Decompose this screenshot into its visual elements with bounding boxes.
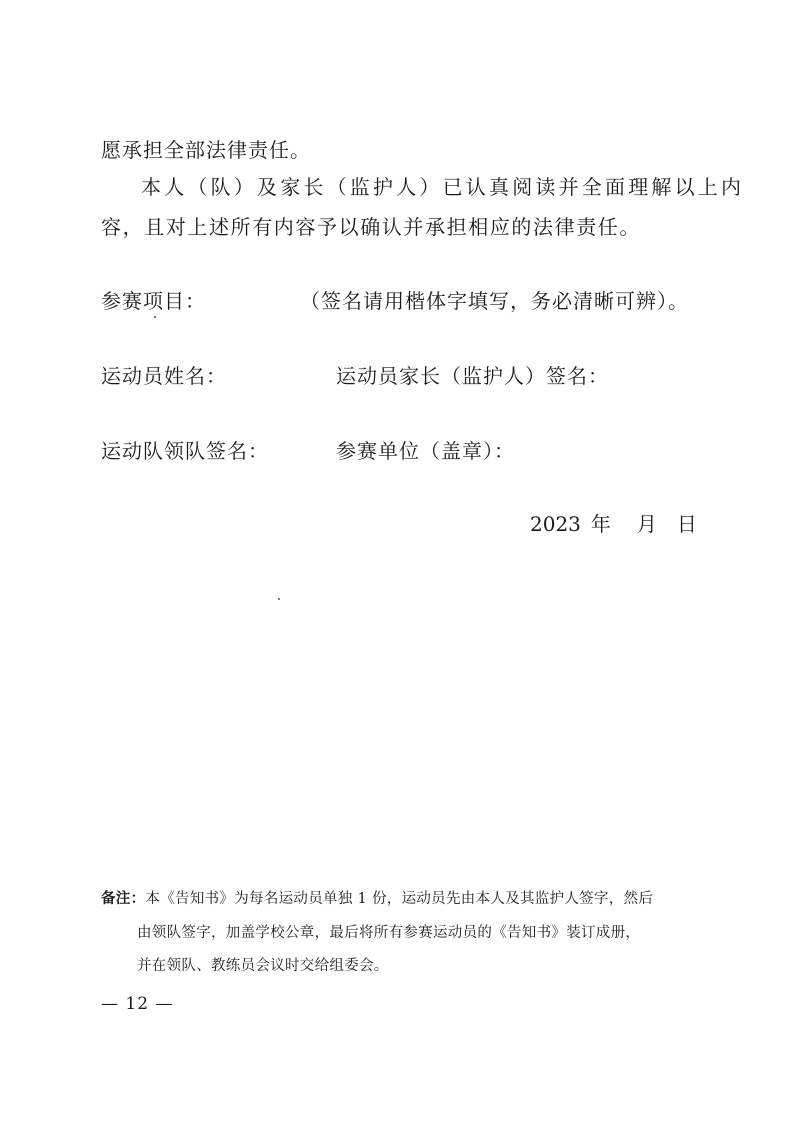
signature-hint: （签名请用楷体字填写，务必清晰可辨）。 [300, 289, 689, 313]
note-line-2: 由领队签字，加盖学校公章，最后将所有参赛运动员的《告知书》装订成册， [137, 925, 641, 941]
note-line-3: 并在领队、教练员会议时交给组委会。 [137, 958, 389, 974]
body-line-3: 容，且对上述所有内容予以确认并承担相应的法律责任。 [101, 215, 641, 239]
note-colon: ： [130, 890, 146, 907]
date-day-unit: 日 [676, 512, 697, 536]
guardian-sign-label: 运动员家长（监护人）签名： [336, 364, 609, 388]
body-line-2: 本人（队）及家长（监护人）已认真阅读并全面理解以上内 [141, 175, 745, 199]
date-line [530, 510, 697, 538]
page-number: — 12 — [101, 994, 174, 1014]
scan-speck [278, 598, 280, 600]
event-label: 参赛项目： [101, 289, 206, 313]
team-leader-sign-label: 运动队领队签名： [101, 439, 269, 463]
note-line-1 [101, 888, 653, 910]
note-label: 备注 [101, 890, 131, 907]
note-text-1: 本《告知书》为每名运动员单独 1 份，运动员先由本人及其监护人签字，然后 [145, 891, 654, 907]
date-month-unit: 月 [636, 512, 657, 536]
scan-speck [154, 316, 156, 318]
body-line-1: 愿承担全部法律责任。 [101, 138, 311, 162]
date-year: 2023 [530, 512, 581, 536]
athlete-name-label: 运动员姓名： [101, 364, 227, 388]
unit-seal-label: 参赛单位（盖章）： [336, 439, 515, 463]
date-year-unit: 年 [590, 512, 611, 536]
